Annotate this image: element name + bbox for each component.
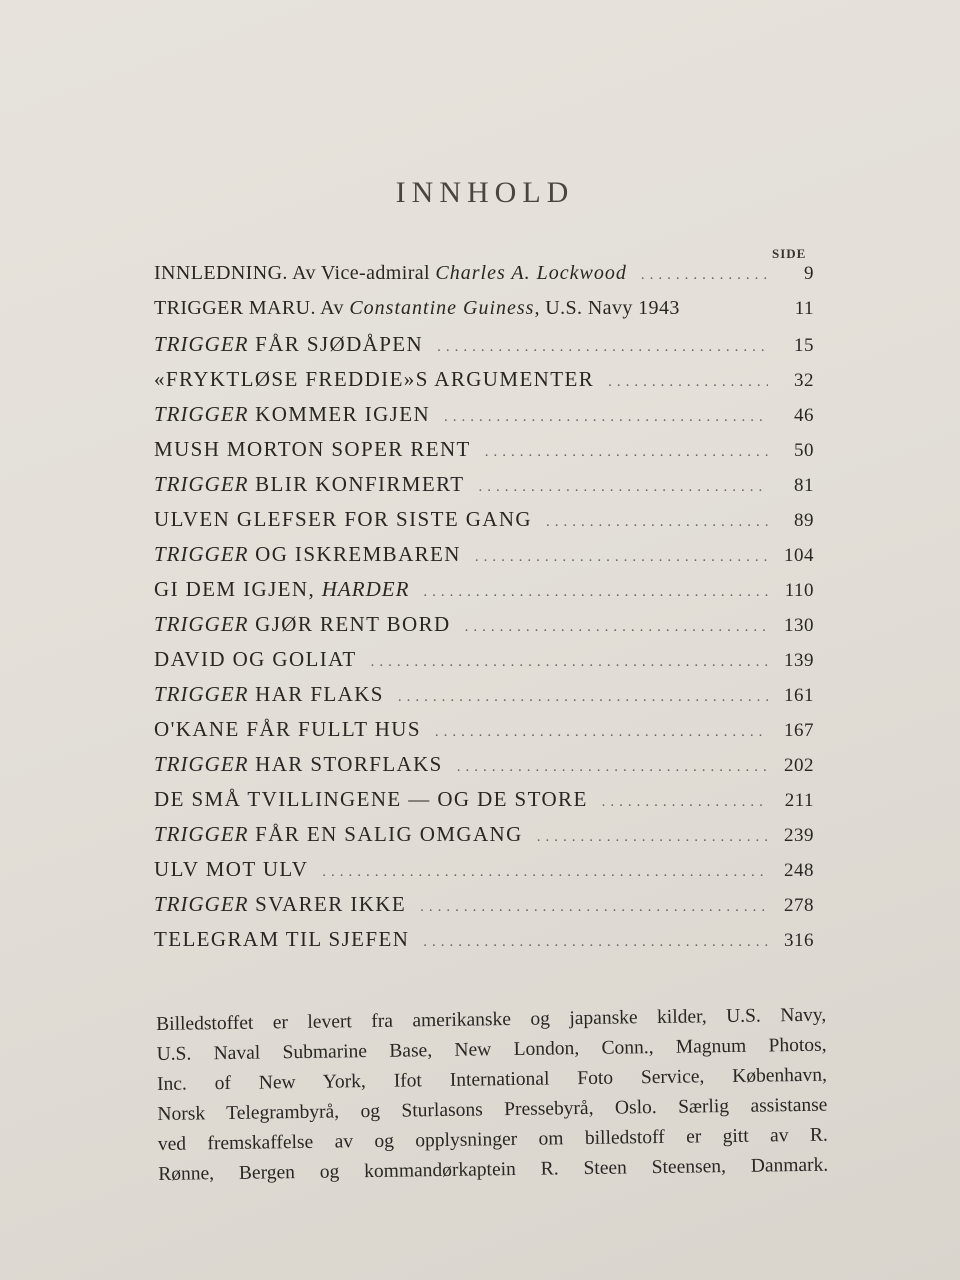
credits-line: Inc. of New York, Ifot International Foto Service, København, xyxy=(156,1064,828,1095)
toc-page-number: 161 xyxy=(784,685,814,706)
dot-leader xyxy=(444,409,768,426)
dot-leader xyxy=(475,549,768,566)
toc-entry xyxy=(154,437,814,472)
toc-entry-title-roman: GJØR RENT BORD xyxy=(248,612,451,636)
toc-entry-title xyxy=(154,787,588,812)
dot-leader xyxy=(437,339,768,356)
toc-entry-title-roman: SVARER IKKE xyxy=(248,892,407,916)
toc-entry-title-italic: TRIGGER xyxy=(154,612,249,636)
toc-entry-title-italic: TRIGGER xyxy=(154,892,249,916)
toc-entry-title xyxy=(154,262,627,285)
toc-entry-title xyxy=(154,577,409,602)
toc-page-number: 202 xyxy=(784,755,814,776)
toc-entry-title-roman: ULV MOT ULV xyxy=(154,857,309,881)
toc-page-number: 167 xyxy=(784,720,814,741)
toc-entry-title xyxy=(154,472,464,497)
toc-entry xyxy=(154,297,814,332)
toc-page-number: 278 xyxy=(784,895,814,916)
toc-entry-title-roman: FÅR EN SALIG OMGANG xyxy=(248,822,523,846)
dot-leader xyxy=(478,479,768,496)
toc-entry xyxy=(154,542,814,577)
toc-entry-title-roman: «FRYKTLØSE FREDDIE»S ARGUMENTER xyxy=(154,367,595,391)
dot-leader xyxy=(457,759,768,776)
toc-entry xyxy=(154,612,814,647)
toc-entry-title-italic: TRIGGER xyxy=(154,542,249,566)
toc-entry-title xyxy=(154,927,409,952)
toc-entry-title xyxy=(154,507,532,532)
page-title: INNHOLD xyxy=(395,176,575,209)
toc-page-number: 130 xyxy=(784,615,814,636)
credits-line: Rønne, Bergen og kommandørkaptein R. Steen Steensen, Danmark. xyxy=(158,1154,829,1185)
toc-entry-title xyxy=(154,647,357,672)
toc-entry-title xyxy=(154,367,594,392)
toc-entry-title-roman: KOMMER IGJEN xyxy=(248,402,431,426)
toc-page-number: 248 xyxy=(784,860,814,881)
toc-page-number: 239 xyxy=(784,825,814,846)
toc-entry-title xyxy=(154,437,471,462)
dot-leader xyxy=(371,654,768,671)
toc-entry-title xyxy=(154,892,406,917)
dot-leader xyxy=(602,794,768,811)
toc-entry xyxy=(154,367,814,402)
toc-entry-title xyxy=(154,297,680,320)
dot-leader xyxy=(546,514,768,531)
toc-entry-title-italic: TRIGGER xyxy=(154,822,249,846)
toc-page-number: 15 xyxy=(794,335,814,356)
toc-entry xyxy=(154,682,814,717)
toc-page-number: 139 xyxy=(784,650,814,671)
toc-entry-title-roman: TRIGGER MARU. Av xyxy=(154,297,350,319)
credits-line: U.S. Naval Submarine Base, New London, Conn., Magnum Photos, xyxy=(156,1034,827,1065)
toc-entry-title-roman: OG ISKREMBAREN xyxy=(248,542,461,566)
toc-entry-title-italic: TRIGGER xyxy=(154,472,249,496)
toc-entry-title-roman: BLIR KONFIRMERT xyxy=(248,472,465,496)
toc-entry xyxy=(154,507,814,542)
dot-leader xyxy=(641,267,768,284)
toc-page-number: 11 xyxy=(794,298,814,319)
toc-entry-title-italic: HARDER xyxy=(321,577,410,601)
page-column-label: SIDE xyxy=(772,246,807,261)
toc-entry-title xyxy=(154,612,451,637)
toc-entry xyxy=(154,787,814,822)
dot-leader xyxy=(435,724,768,741)
toc-entry-title-roman: , U.S. Navy 1943 xyxy=(534,297,680,319)
dot-leader xyxy=(485,444,768,461)
toc-entry xyxy=(154,822,814,857)
toc-entry xyxy=(154,717,814,752)
credits-line: ved fremskaffelse av og opplysninger om billedstoff er gitt av R. xyxy=(157,1124,828,1155)
dot-leader xyxy=(420,899,768,916)
toc-entry-title xyxy=(154,752,443,777)
toc-entry-title-roman: DAVID OG GOLIAT xyxy=(154,647,357,671)
toc-entry-title-italic: TRIGGER xyxy=(154,332,249,356)
toc-entry-title-roman: MUSH MORTON SOPER RENT xyxy=(154,437,471,461)
toc-page-number: 110 xyxy=(784,580,814,601)
toc-page-number: 81 xyxy=(794,475,814,496)
toc-entry-title-roman: FÅR SJØDÅPEN xyxy=(248,332,424,356)
toc-entry-title-roman: TELEGRAM TIL SJEFEN xyxy=(154,927,410,951)
toc-page-number: 316 xyxy=(784,930,814,951)
toc-page-number: 50 xyxy=(794,440,814,461)
toc-entry xyxy=(154,402,814,437)
dot-leader xyxy=(423,584,768,601)
toc-entry xyxy=(154,332,814,367)
toc-entry-title xyxy=(154,332,423,357)
toc-entry xyxy=(154,472,814,507)
toc-entry-title-italic: Charles A. Lockwood xyxy=(435,262,627,284)
dot-leader xyxy=(322,864,768,881)
toc-entry xyxy=(154,577,814,612)
toc-entry-title xyxy=(154,717,421,742)
toc-entry-title-italic: TRIGGER xyxy=(154,752,249,776)
dot-leader xyxy=(537,829,768,846)
toc-entry-title xyxy=(154,822,523,847)
toc-entry-title xyxy=(154,542,461,567)
toc-entry-title-roman: INNLEDNING. Av Vice-admiral xyxy=(154,262,436,284)
toc-entry-title-roman: ULVEN GLEFSER FOR SISTE GANG xyxy=(154,507,532,531)
toc-entry xyxy=(154,262,814,297)
toc-entry-title xyxy=(154,857,308,882)
toc-entry-title-roman: GI DEM IGJEN, xyxy=(154,577,322,601)
toc-entry xyxy=(154,647,814,682)
toc-page-number: 89 xyxy=(794,510,814,531)
toc-entry xyxy=(154,752,814,787)
image-credits-note xyxy=(156,1001,828,1190)
toc-entry-title-italic: TRIGGER xyxy=(154,402,249,426)
dot-leader xyxy=(465,619,768,636)
toc-entry-title-italic: Constantine Guiness xyxy=(349,297,535,319)
toc-page-number: 104 xyxy=(784,545,814,566)
toc-entry-title-roman: HAR STORFLAKS xyxy=(248,752,443,776)
toc-entry-title-roman: HAR FLAKS xyxy=(248,682,384,706)
credits-line: Billedstoffet er levert fra amerikanske og japanske kilder, U.S. Navy, xyxy=(156,1004,827,1035)
toc-page-number: 9 xyxy=(804,263,814,284)
toc-page-number: 211 xyxy=(784,790,814,811)
toc-page-number: 32 xyxy=(794,370,814,391)
dot-leader xyxy=(423,934,768,951)
toc-entry xyxy=(154,857,814,892)
toc-entry-title xyxy=(154,402,430,427)
toc-entry xyxy=(154,892,814,927)
table-of-contents xyxy=(154,262,814,962)
dot-leader xyxy=(398,689,768,706)
toc-page-number: 46 xyxy=(794,405,814,426)
dot-leader xyxy=(608,374,768,391)
toc-entry-title xyxy=(154,682,384,707)
toc-entry xyxy=(154,927,814,962)
toc-entry-title-roman: DE SMÅ TVILLINGENE — OG DE STORE xyxy=(154,787,588,811)
toc-entry-title-roman: O'KANE FÅR FULLT HUS xyxy=(154,717,421,741)
credits-line: Norsk Telegrambyrå, og Sturlasons Pressebyrå, Oslo. Særlig assistanse xyxy=(157,1094,828,1125)
toc-entry-title-italic: TRIGGER xyxy=(154,682,249,706)
